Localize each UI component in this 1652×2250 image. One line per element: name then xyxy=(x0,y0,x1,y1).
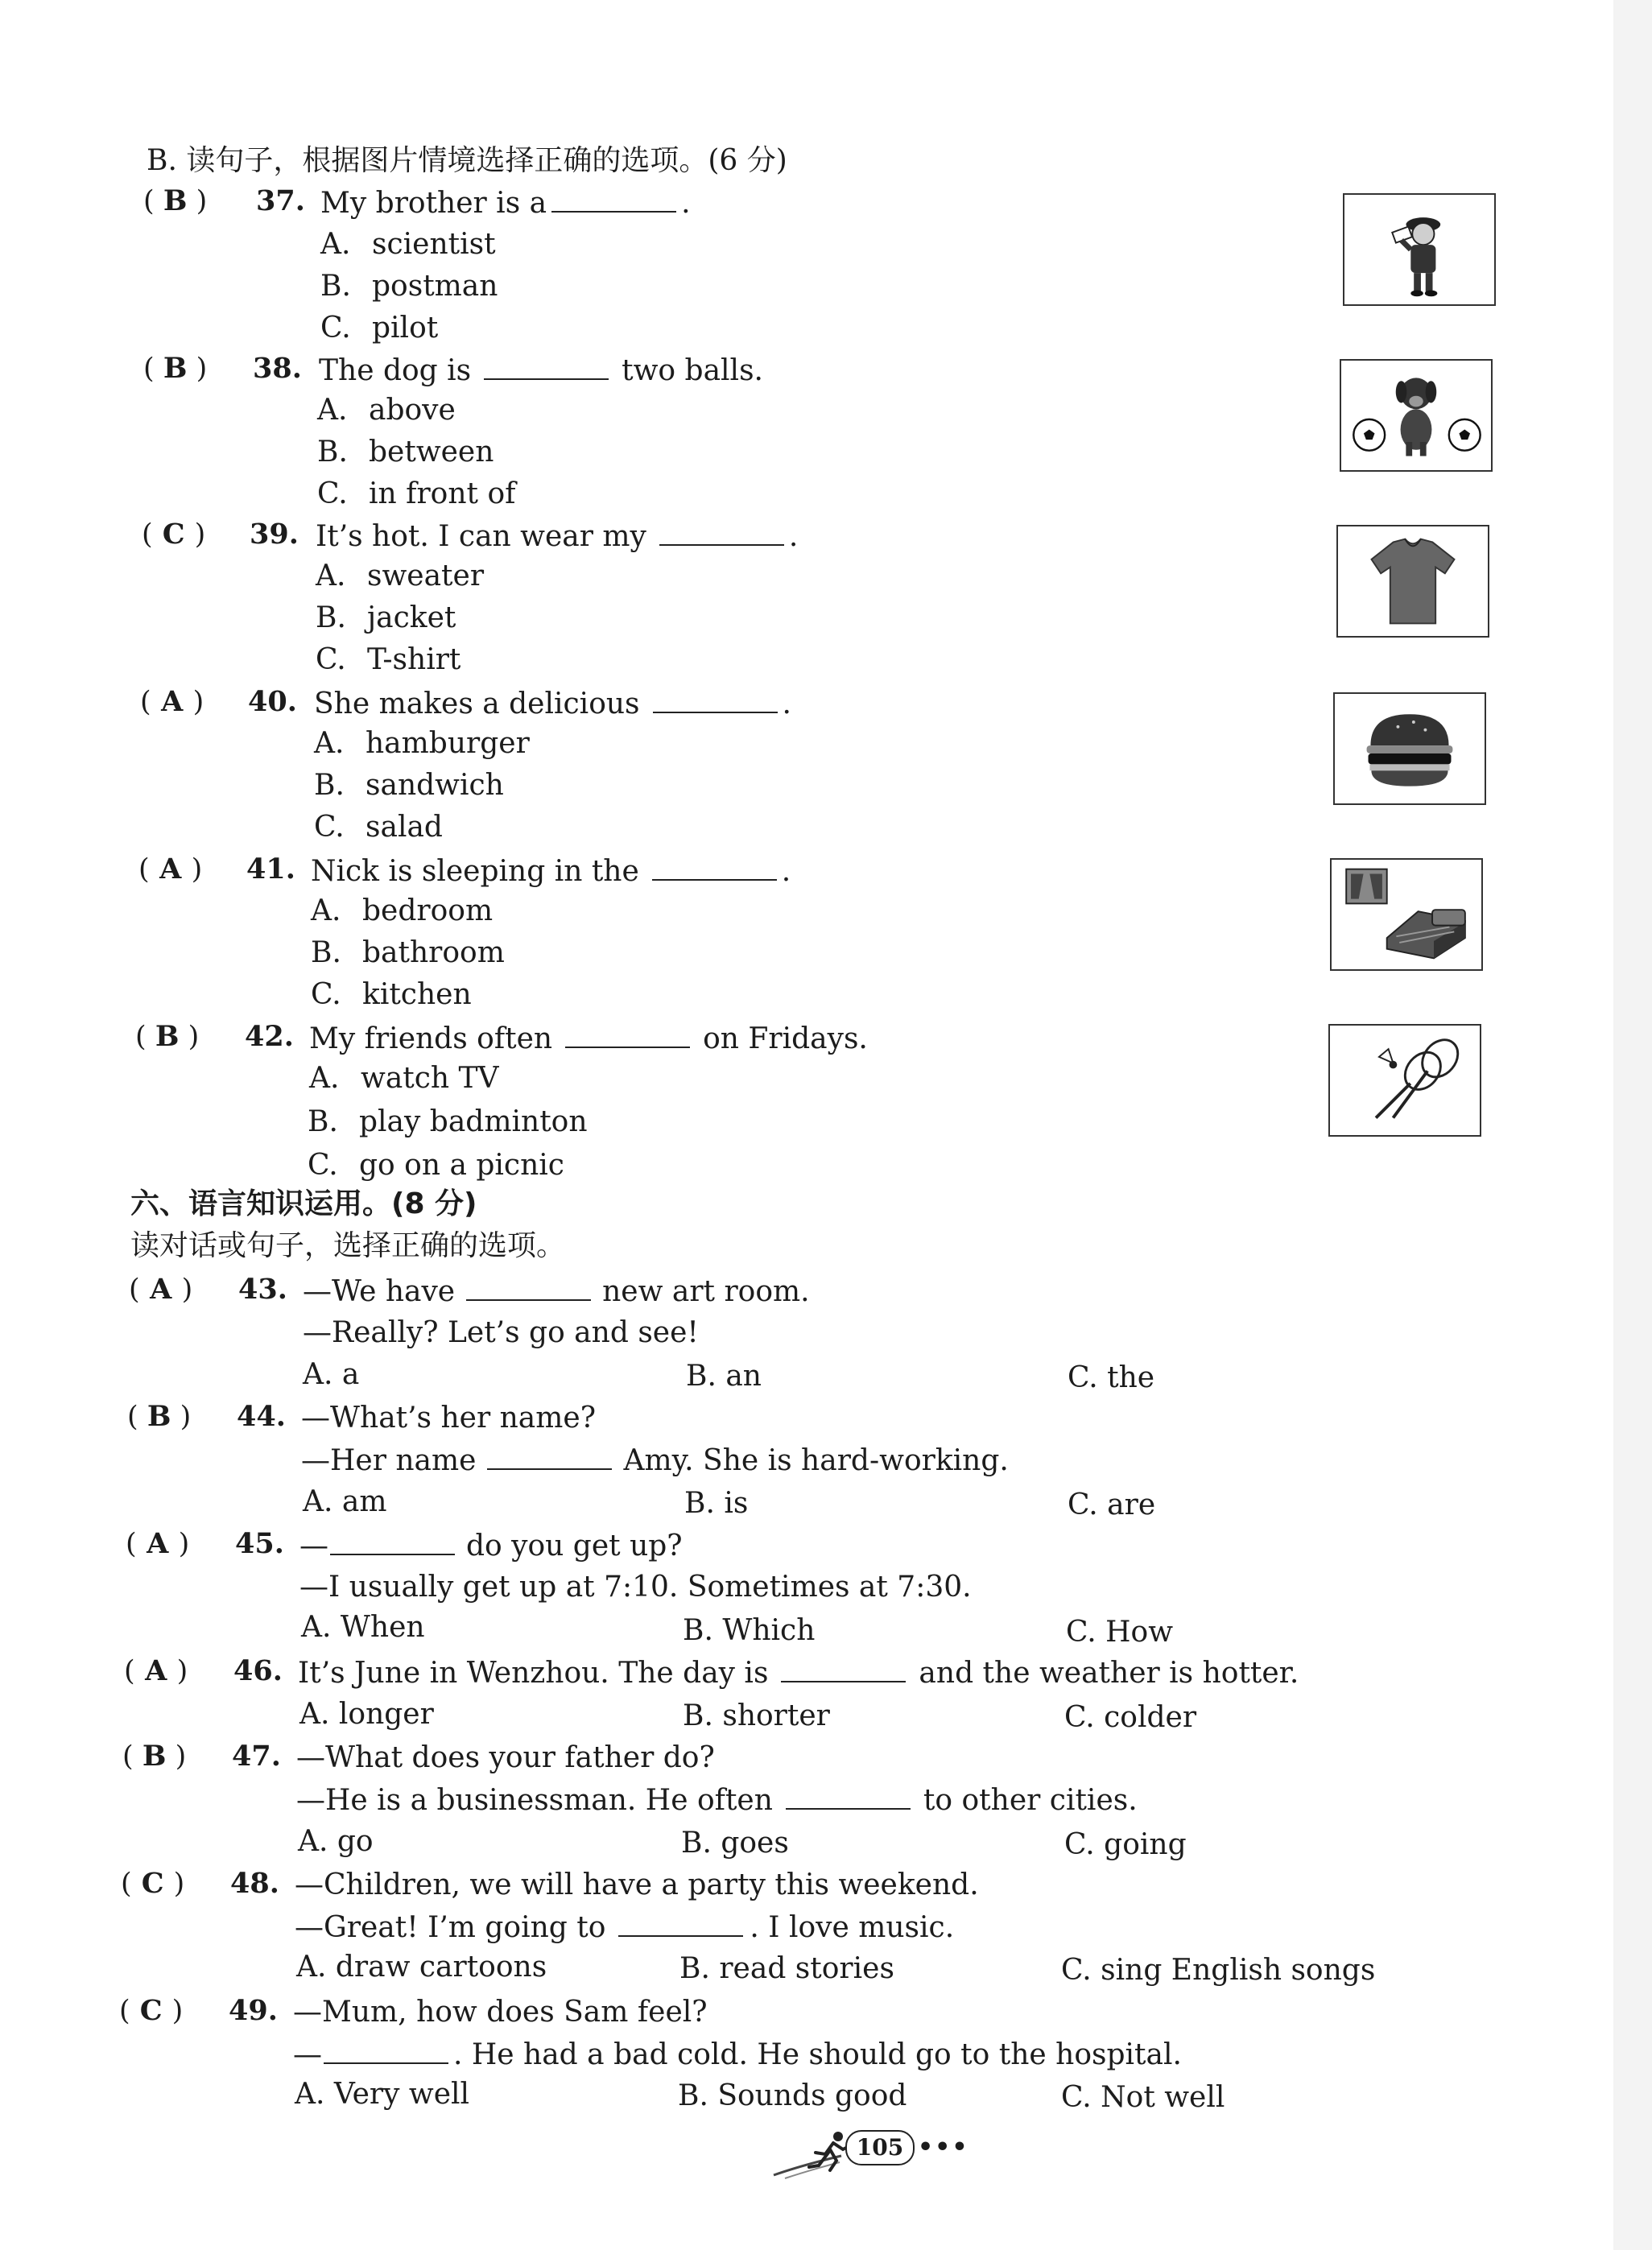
answer-paren-38: ( B ) xyxy=(143,352,208,385)
answer-40: A xyxy=(161,685,184,718)
question-number-42: 42. xyxy=(245,1020,294,1053)
option-45-c: C. How xyxy=(1066,1616,1174,1649)
option-48-c: C. sing English songs xyxy=(1061,1954,1376,1987)
postman-picture xyxy=(1343,193,1496,306)
page-edge-shade xyxy=(1613,0,1652,2250)
option-text: hamburger xyxy=(366,727,530,760)
answer-39: C xyxy=(162,518,185,551)
option-46-a: A. longer xyxy=(299,1698,434,1731)
question-37-tail: . xyxy=(681,187,691,220)
answer-paren-42: ( B ) xyxy=(135,1020,200,1053)
question-49-line-2 xyxy=(293,2038,1182,2071)
answer-blank xyxy=(659,520,784,546)
option-46-c: C. colder xyxy=(1064,1701,1197,1734)
option-text: bedroom xyxy=(362,894,494,927)
page-number-dots: ••• xyxy=(918,2133,969,2161)
answer-46: A xyxy=(145,1654,167,1687)
answer-45: A xyxy=(147,1527,169,1560)
answer-44: B xyxy=(147,1400,171,1433)
question-text: —He is a businessman. He often xyxy=(296,1784,773,1817)
option-text: salad xyxy=(366,811,443,844)
question-text: —Her name xyxy=(301,1444,477,1477)
hamburger-picture xyxy=(1333,692,1486,805)
question-number-38: 38. xyxy=(253,352,302,385)
question-41-stem xyxy=(311,855,791,888)
option-text: play badminton xyxy=(359,1105,588,1138)
question-39-tail: . xyxy=(788,520,799,553)
option-43-c: C. the xyxy=(1068,1361,1155,1394)
question-text: . I love music. xyxy=(750,1911,955,1944)
option-39-a xyxy=(316,560,484,592)
option-44-a: A. am xyxy=(303,1485,387,1518)
option-text: in front of xyxy=(369,477,516,510)
question-42-stem xyxy=(309,1022,868,1055)
answer-blank xyxy=(565,1022,690,1048)
answer-paren-39: ( C ) xyxy=(142,518,206,551)
option-39-b xyxy=(316,602,456,634)
option-letter: A. xyxy=(316,559,346,592)
option-48-a: A. draw cartoons xyxy=(296,1951,547,1984)
section-6-title: 六、语言知识运用。(8 分) xyxy=(130,1187,477,1220)
question-text: do you get up? xyxy=(466,1530,683,1563)
question-41-tail: . xyxy=(781,855,791,888)
question-46-line-1 xyxy=(298,1657,1299,1690)
option-44-b: B. is xyxy=(684,1487,749,1520)
dog-balls-icon xyxy=(1341,361,1491,470)
question-number-41: 41. xyxy=(246,853,295,886)
question-text: It’s June in Wenzhou. The day is xyxy=(298,1657,769,1690)
question-text: new art room. xyxy=(602,1275,810,1308)
answer-blank xyxy=(330,1530,455,1555)
option-text: postman xyxy=(372,270,498,303)
option-letter: B. xyxy=(308,1105,338,1138)
question-48-line-1: —Children, we will have a party this weekend. xyxy=(295,1868,979,1901)
option-47-c: C. going xyxy=(1064,1828,1187,1861)
question-38-tail: two balls. xyxy=(622,354,763,387)
question-40-text: She makes a delicious xyxy=(314,687,640,720)
question-42-text: My friends often xyxy=(309,1022,553,1055)
question-49-line-1: —Mum, how does Sam feel? xyxy=(293,1996,708,2029)
tshirt-icon xyxy=(1338,526,1488,636)
option-37-c xyxy=(320,312,438,345)
question-42-tail: on Fridays. xyxy=(703,1022,868,1055)
answer-paren-44: ( B ) xyxy=(127,1400,192,1433)
answer-paren-40: ( A ) xyxy=(140,685,204,718)
answer-blank xyxy=(781,1657,906,1682)
question-number-48: 48. xyxy=(230,1867,279,1900)
option-letter: A. xyxy=(317,394,348,427)
answer-paren-45: ( A ) xyxy=(126,1527,190,1560)
answer-37: B xyxy=(163,184,188,217)
question-38-stem xyxy=(319,354,763,387)
question-number-43: 43. xyxy=(238,1273,287,1306)
question-text: to other cities. xyxy=(923,1784,1138,1817)
answer-blank xyxy=(653,687,778,713)
section-6-instruction: 读对话或句子，选择正确的选项。 xyxy=(130,1229,566,1262)
question-44-line-1: —What’s her name? xyxy=(301,1402,597,1435)
answer-paren-47: ( B ) xyxy=(122,1740,187,1773)
option-text: sweater xyxy=(367,559,485,592)
option-48-b: B. read stories xyxy=(679,1952,894,1985)
question-number-40: 40. xyxy=(248,685,297,718)
option-text: sandwich xyxy=(366,769,504,802)
answer-blank xyxy=(551,187,676,213)
question-number-44: 44. xyxy=(237,1400,286,1433)
question-number-37: 37. xyxy=(256,184,305,217)
option-letter: B. xyxy=(311,936,341,969)
answer-paren-37: ( B ) xyxy=(143,184,208,217)
page-number: 105 xyxy=(845,2130,915,2165)
question-text: — xyxy=(293,2038,322,2071)
answer-48: C xyxy=(141,1867,164,1900)
question-38-text: The dog is xyxy=(319,354,472,387)
option-42-b xyxy=(308,1106,588,1138)
question-47-line-2 xyxy=(296,1784,1138,1817)
hamburger-icon xyxy=(1335,694,1485,803)
question-44-line-2 xyxy=(301,1444,1009,1477)
badminton-icon xyxy=(1330,1026,1480,1135)
question-43-line-2: —Really? Let’s go and see! xyxy=(303,1316,699,1349)
answer-blank xyxy=(324,2038,448,2064)
bedroom-icon xyxy=(1332,860,1481,969)
option-letter: A. xyxy=(320,228,351,261)
option-letter: C. xyxy=(314,811,345,844)
answer-blank xyxy=(487,1444,612,1470)
dog-picture xyxy=(1340,359,1493,472)
option-letter: B. xyxy=(316,601,346,634)
question-number-49: 49. xyxy=(229,1994,278,2027)
option-text: pilot xyxy=(372,312,439,345)
option-43-b: B. an xyxy=(686,1360,762,1393)
option-text: jacket xyxy=(367,601,456,634)
option-text: above xyxy=(369,394,456,427)
answer-42: B xyxy=(155,1020,180,1053)
option-37-b xyxy=(320,270,498,303)
option-49-b: B. Sounds good xyxy=(678,2079,907,2112)
option-40-b xyxy=(314,770,504,802)
question-text: —Great! I’m going to xyxy=(295,1911,606,1944)
option-49-c: C. Not well xyxy=(1061,2081,1225,2114)
option-letter: C. xyxy=(311,978,341,1011)
option-41-c xyxy=(311,979,472,1011)
answer-paren-41: ( A ) xyxy=(138,853,203,886)
answer-paren-49: ( C ) xyxy=(119,1994,184,2027)
option-letter: C. xyxy=(308,1149,338,1182)
option-40-c xyxy=(314,811,443,844)
option-letter: C. xyxy=(320,312,351,345)
option-text: bathroom xyxy=(362,936,505,969)
question-40-tail: . xyxy=(782,687,791,720)
badminton-picture xyxy=(1328,1024,1481,1137)
option-text: scientist xyxy=(372,228,496,261)
answer-47: B xyxy=(142,1740,167,1773)
option-39-c xyxy=(316,644,460,676)
option-text: watch TV xyxy=(361,1062,499,1095)
answer-38: B xyxy=(163,352,188,385)
question-43-line-1 xyxy=(303,1275,810,1308)
option-letter: B. xyxy=(320,270,351,303)
option-38-c xyxy=(317,478,515,510)
answer-43: A xyxy=(150,1273,172,1306)
option-42-a xyxy=(309,1063,499,1095)
answer-blank xyxy=(652,855,777,881)
question-45-line-1 xyxy=(299,1530,683,1563)
option-38-b xyxy=(317,436,494,469)
option-text: kitchen xyxy=(362,978,472,1011)
option-44-c: C. are xyxy=(1068,1488,1156,1521)
option-text: between xyxy=(369,436,494,469)
answer-blank xyxy=(484,354,609,380)
option-41-b xyxy=(311,937,505,969)
question-text: Amy. She is hard-working. xyxy=(623,1444,1009,1477)
option-42-c xyxy=(308,1150,564,1182)
option-49-a: A. Very well xyxy=(295,2078,470,2111)
question-text: —We have xyxy=(303,1275,456,1308)
answer-paren-48: ( C ) xyxy=(121,1867,185,1900)
option-letter: A. xyxy=(311,894,341,927)
question-41-text: Nick is sleeping in the xyxy=(311,855,639,888)
question-45-line-2: —I usually get up at 7:10. Sometimes at 7:30. xyxy=(299,1571,972,1604)
question-number-47: 47. xyxy=(232,1740,281,1773)
question-text: — xyxy=(299,1530,328,1563)
option-47-a: A. go xyxy=(298,1825,374,1858)
option-45-b: B. Which xyxy=(683,1614,816,1647)
option-40-a xyxy=(314,728,530,760)
part-b-instruction: B. 读句子，根据图片情境选择正确的选项。(6 分) xyxy=(147,144,787,177)
option-letter: A. xyxy=(314,727,345,760)
question-text: . He had a bad cold. He should go to the hospital. xyxy=(453,2038,1182,2071)
question-text: and the weather is hotter. xyxy=(919,1657,1299,1690)
answer-paren-46: ( A ) xyxy=(124,1654,188,1687)
question-number-39: 39. xyxy=(250,518,299,551)
question-39-stem xyxy=(316,520,798,553)
option-41-a xyxy=(311,895,493,927)
option-letter: B. xyxy=(314,769,345,802)
question-37-stem xyxy=(320,187,691,220)
answer-blank xyxy=(786,1784,911,1810)
bedroom-picture xyxy=(1330,858,1483,971)
question-37-text: My brother is a xyxy=(320,187,547,220)
option-46-b: B. shorter xyxy=(683,1699,830,1732)
question-number-46: 46. xyxy=(233,1654,283,1687)
option-45-a: A. When xyxy=(301,1611,425,1644)
answer-blank xyxy=(466,1275,591,1301)
option-text: T-shirt xyxy=(367,643,461,676)
question-47-line-1: —What does your father do? xyxy=(296,1741,715,1774)
postman-icon xyxy=(1344,195,1494,304)
option-47-b: B. goes xyxy=(681,1827,789,1860)
option-text: go on a picnic xyxy=(359,1149,564,1182)
answer-paren-43: ( A ) xyxy=(129,1273,193,1306)
option-letter: C. xyxy=(316,643,346,676)
option-37-a xyxy=(320,229,496,261)
option-43-a: A. a xyxy=(303,1358,360,1391)
question-40-stem xyxy=(314,687,791,720)
option-letter: A. xyxy=(309,1062,340,1095)
question-39-text: It’s hot. I can wear my xyxy=(316,520,646,553)
tshirt-picture xyxy=(1336,525,1489,638)
option-letter: C. xyxy=(317,477,348,510)
answer-49: C xyxy=(139,1994,163,2027)
answer-blank xyxy=(618,1911,743,1937)
answer-41: A xyxy=(159,853,182,886)
option-letter: B. xyxy=(317,436,348,469)
question-number-45: 45. xyxy=(235,1527,284,1560)
option-38-a xyxy=(317,394,456,427)
question-48-line-2 xyxy=(295,1911,954,1944)
